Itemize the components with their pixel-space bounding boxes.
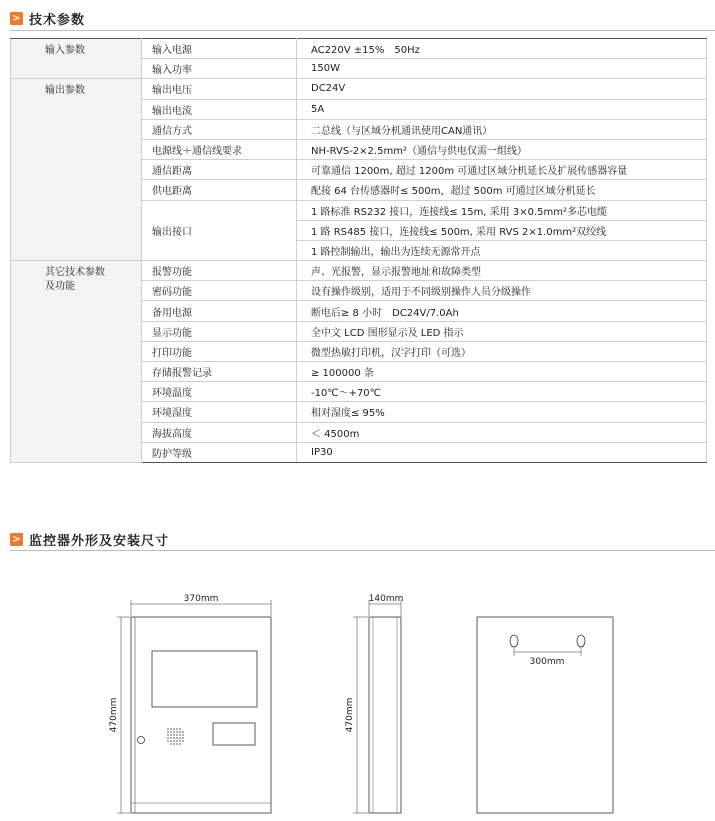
param-name: 备用电源 xyxy=(142,301,297,321)
param-value: ≥ 100000 条 xyxy=(297,362,707,382)
side-depth-label: 140mm xyxy=(368,594,404,604)
param-name: 供电距离 xyxy=(142,180,297,200)
tech-params-table xyxy=(10,38,707,463)
speaker-hole xyxy=(179,728,181,730)
param-name: 通信距离 xyxy=(142,160,297,180)
speaker-hole xyxy=(179,737,181,739)
param-name: 防护等级 xyxy=(142,442,297,462)
mounting-hole-left xyxy=(510,635,518,647)
speaker-hole xyxy=(167,731,169,733)
param-name: 打印功能 xyxy=(142,341,297,361)
speaker-hole xyxy=(167,728,169,730)
divider xyxy=(10,30,715,31)
param-value: 配接 64 台传感器时≤ 500m，超过 500m 可通过区域分机延长 xyxy=(297,180,707,200)
table-row xyxy=(11,261,707,281)
speaker-hole xyxy=(167,740,169,742)
param-value: 声、光报警，显示报警地址和故障类型 xyxy=(297,261,707,281)
section-title: 技术参数 xyxy=(29,13,86,28)
section-header-tech-params xyxy=(10,9,85,28)
param-category: 其它技术参数 及功能 xyxy=(11,261,142,463)
mounting-hole-right xyxy=(577,635,585,647)
speaker-hole xyxy=(179,740,181,742)
speaker-hole xyxy=(170,728,172,730)
chevron-right-icon: > xyxy=(10,12,23,25)
front-height-label: 470mm xyxy=(109,697,119,733)
back-view xyxy=(477,617,613,813)
speaker-hole xyxy=(170,740,172,742)
param-name: 报警功能 xyxy=(142,261,297,281)
param-category: 输出参数 xyxy=(11,79,142,261)
param-value: 1 路 RS485 接口，连接线≤ 500m, 采用 RVS 2×1.0mm²双绞线 xyxy=(297,220,707,240)
speaker-hole xyxy=(170,737,172,739)
printer-slot xyxy=(213,723,255,745)
param-value: 1 路标准 RS232 接口，连接线≤ 15m, 采用 3×0.5mm²多芯电缆 xyxy=(297,200,707,220)
param-name: 输出接口 xyxy=(142,200,297,261)
speaker-hole xyxy=(179,734,181,736)
speaker-hole xyxy=(179,743,181,745)
param-value: ＜ 4500m xyxy=(297,422,707,442)
front-view xyxy=(117,600,271,813)
speaker-hole xyxy=(176,731,178,733)
speaker-hole xyxy=(170,743,172,745)
param-value: 150W xyxy=(297,59,707,79)
param-value: 断电后≥ 8 小时 DC24V/7.0Ah xyxy=(297,301,707,321)
cabinet-back-outline xyxy=(477,617,613,813)
param-name: 环境温度 xyxy=(142,382,297,402)
speaker-hole xyxy=(176,728,178,730)
param-value: NH-RVS-2×2.5mm²（通信与供电仅需一组线） xyxy=(297,139,707,159)
dimension-drawings xyxy=(0,580,715,821)
indicator-led xyxy=(138,737,145,744)
param-value: 全中文 LCD 图形显示及 LED 指示 xyxy=(297,321,707,341)
side-view xyxy=(353,600,401,813)
speaker-hole xyxy=(173,734,175,736)
param-value: AC220V ±15% 50Hz xyxy=(297,39,707,59)
speaker-hole xyxy=(182,737,184,739)
table-row xyxy=(11,79,707,99)
param-name: 输出电流 xyxy=(142,99,297,119)
param-value: 5A xyxy=(297,99,707,119)
cabinet-side-outline xyxy=(369,617,401,813)
param-value: -10℃～+70℃ xyxy=(297,382,707,402)
param-category: 输入参数 xyxy=(11,39,142,79)
speaker-hole xyxy=(173,731,175,733)
section-title: 监控器外形及安装尺寸 xyxy=(29,534,170,549)
speaker-hole xyxy=(173,743,175,745)
param-name: 密码功能 xyxy=(142,281,297,301)
param-name: 通信方式 xyxy=(142,119,297,139)
speaker-hole xyxy=(170,734,172,736)
speaker-hole xyxy=(182,731,184,733)
param-value: 设有操作级别，适用于不同级别操作人员分级操作 xyxy=(297,281,707,301)
param-value: 1 路控制输出，输出为连续无源常开点 xyxy=(297,240,707,260)
speaker-hole xyxy=(167,734,169,736)
lcd-display xyxy=(152,651,257,707)
speaker-hole xyxy=(176,743,178,745)
param-name: 输入电源 xyxy=(142,39,297,59)
param-value: 微型热敏打印机，汉字打印（可选） xyxy=(297,341,707,361)
back-mount-label: 300mm xyxy=(529,657,565,667)
param-value: 相对湿度≤ 95% xyxy=(297,402,707,422)
param-value: 二总线（与区域分机通讯使用CAN通讯） xyxy=(297,119,707,139)
chevron-right-icon: > xyxy=(10,533,23,546)
speaker-hole xyxy=(170,731,172,733)
speaker-hole xyxy=(179,731,181,733)
param-value: IP30 xyxy=(297,442,707,462)
param-name: 显示功能 xyxy=(142,321,297,341)
cabinet-front-outline xyxy=(131,617,271,813)
front-width-label: 370mm xyxy=(183,594,219,604)
speaker-hole xyxy=(176,734,178,736)
param-name: 输出电压 xyxy=(142,79,297,99)
speaker-hole xyxy=(182,734,184,736)
speaker-hole xyxy=(176,737,178,739)
table-row xyxy=(11,39,707,59)
divider xyxy=(10,550,715,551)
side-height-label: 470mm xyxy=(345,697,355,733)
param-name: 海拔高度 xyxy=(142,422,297,442)
param-name: 输入功率 xyxy=(142,59,297,79)
speaker-hole xyxy=(173,728,175,730)
speaker-hole xyxy=(167,737,169,739)
section-header-dimensions xyxy=(10,530,169,549)
speaker-hole xyxy=(173,740,175,742)
param-name: 存储报警记录 xyxy=(142,362,297,382)
param-name: 环境湿度 xyxy=(142,402,297,422)
speaker-hole xyxy=(182,740,184,742)
speaker-hole xyxy=(173,737,175,739)
speaker-hole xyxy=(176,740,178,742)
param-value: DC24V xyxy=(297,79,707,99)
speaker-grille xyxy=(167,728,184,745)
param-name: 电源线＋通信线要求 xyxy=(142,139,297,159)
param-value: 可靠通信 1200m, 超过 1200m 可通过区域分机延长及扩展传感器容量 xyxy=(297,160,707,180)
